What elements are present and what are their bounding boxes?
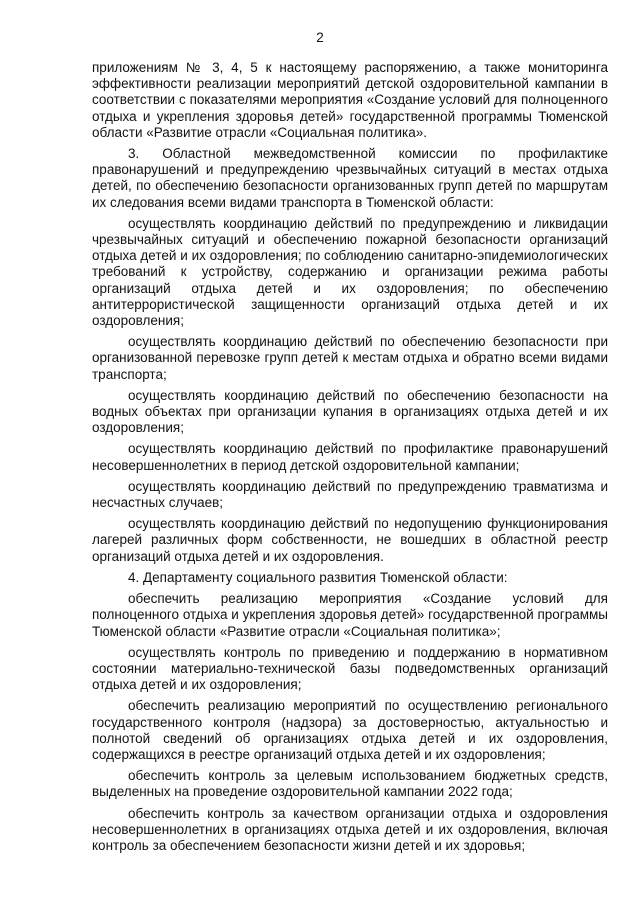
paragraph-continuation: приложениям № 3, 4, 5 к настоящему распоряжению, а также мониторинга эффективности реализации мероприятий детской оздоровительной кампании в соответствии с показателями мероприятия «Создание условий для полноценного отдыха и укрепления здоровья детей» государственной программы Тюменской области «Развитие отрасли «Социальная политика».: [92, 60, 608, 140]
paragraph-coordination-emergency: осуществлять координацию действий по предупреждению и ликвидации чрезвычайных ситуаций и обеспечению пожарной безопасности организаций отдыха детей и их оздоровления; по соблюдению санитарно-эпидемиологических требований к устройству, содержанию и организации режима работы организаций отдыха детей и их оздоровления; по обеспечению антитеррористической защищенности организаций отдыха детей и их оздоровления;: [92, 215, 608, 329]
paragraph-coordination-transport: осуществлять координацию действий по обеспечению безопасности при организованной перевозке групп детей к местам отдыха и обратно всеми видами транспорта;: [92, 334, 608, 382]
paragraph-coordination-offenses: осуществлять координацию действий по профилактике правонарушений несовершеннолетних в период детской оздоровительной кампании;: [92, 441, 608, 473]
paragraph-control-facilities: осуществлять контроль по приведению и поддержанию в нормативном состоянии материально-технической базы подведомственных организаций отдыха детей и их оздоровления;: [92, 644, 608, 693]
paragraph-regional-control: обеспечить реализацию мероприятий по осуществлению регионального государственного контроля (надзора) за достоверностью, актуальностью и полнотой сведений об организациях отдыха детей и их оздоровления, содержащихся в реестре организаций отдыха детей и их оздоровления;: [92, 698, 608, 762]
page-number: 2: [316, 30, 324, 45]
paragraph-ensure-implementation: обеспечить реализацию мероприятия «Создание условий для полноценного отдыха и укрепления здоровья детей» государственной программы Тюменской области «Развитие отрасли «Социальная политика»;: [92, 591, 608, 639]
paragraph-item-4: 4. Департаменту социального развития Тюменской области:: [128, 569, 508, 585]
paragraph-coordination-camps: осуществлять координацию действий по недопущению функционирования лагерей различных форм собственности, не вошедших в областной реестр организаций отдыха детей и их оздоровления.: [92, 516, 608, 564]
paragraph-coordination-water: осуществлять координацию действий по обеспечению безопасности на водных объектах при организации купания в организациях отдыха детей и их оздоровления;: [92, 387, 608, 436]
paragraph-item-3: 3. Областной межведомственной комиссии по профилактике правонарушений и предупреждению чрезвычайных ситуаций в местах отдыха детей, по обеспечению безопасности организованных групп детей по маршрутам их следования всеми видами транспорта в Тюменской области:: [92, 146, 608, 210]
document-body: [92, 60, 608, 859]
paragraph-quality-control: обеспечить контроль за качеством организации отдыха и оздоровления несовершеннолетних в организациях отдыха детей и их оздоровления, включая контроль за обеспечением безопасности жизни детей и их здоровья;: [92, 805, 608, 853]
paragraph-budget-control: обеспечить контроль за целевым использованием бюджетных средств, выделенных на проведение оздоровительной кампании 2022 года;: [92, 768, 608, 800]
paragraph-coordination-injuries: осуществлять координацию действий по предупреждению травматизма и несчастных случаев;: [92, 478, 608, 511]
